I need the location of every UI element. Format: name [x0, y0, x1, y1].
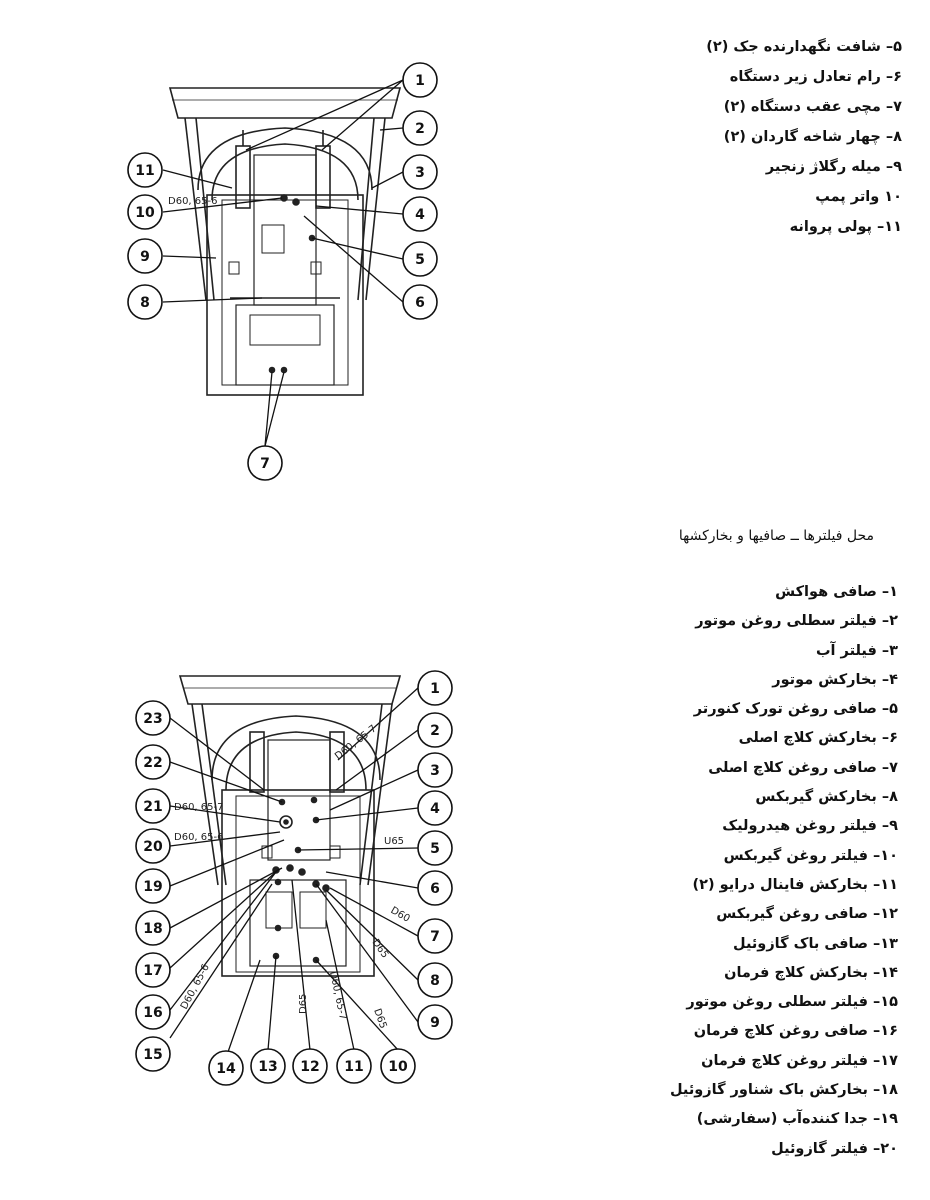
legend-item: ۹– میله رگلاژ زنجیر [765, 159, 902, 175]
top-callout-10 [128, 195, 162, 229]
legend-item: ۱۴– بخارکش کلاچ فرمان [724, 964, 898, 981]
bottom-code-label-3: D60, 65-6 [174, 832, 224, 843]
bottom-code-label-4: U65 [384, 836, 405, 847]
legend-item: ۱– صافی هواکش [775, 584, 898, 600]
svg-text:8: 8 [140, 295, 150, 311]
legend-item: ۲– فیلتر سطلی روغن موتور [695, 613, 898, 630]
legend-item: ۷– مچی عقب دستگاه (۲) [723, 99, 902, 115]
bottom-callout-8 [418, 963, 452, 997]
bottom-code-label-5: D60 [388, 905, 412, 925]
svg-text:6: 6 [430, 881, 440, 897]
legend-item: ۵– صافی روغن تورک کنورتر [693, 701, 898, 718]
svg-text:5: 5 [430, 841, 440, 857]
svg-text:22: 22 [143, 755, 163, 771]
svg-text:10: 10 [388, 1059, 408, 1075]
legend-item: ۱۱– پولی پروانه [789, 219, 902, 235]
svg-text:15: 15 [143, 1047, 163, 1063]
legend-item: ۹– فیلتر روغن هیدرولیک [722, 818, 898, 835]
bottom-code-label-1: D60, 65-7 [333, 723, 379, 763]
legend-item: ۸– بخارکش گیربکس [755, 789, 898, 806]
bottom-callout-11 [337, 1049, 371, 1083]
svg-text:16: 16 [143, 1005, 163, 1021]
bottom-callout-9 [418, 1005, 452, 1039]
svg-text:23: 23 [143, 711, 163, 727]
legend-item: ۱۶– صافی روغن کلاچ فرمان [693, 1023, 898, 1040]
bottom-code-label-2: D60, 65-7 [174, 802, 224, 813]
bottom-legend [628, 578, 898, 1164]
svg-text:5: 5 [415, 252, 425, 268]
svg-text:1: 1 [415, 73, 425, 89]
svg-text:3: 3 [415, 165, 425, 181]
bottom-code-label-10: D65 [371, 1007, 389, 1031]
bottom-callout-18 [136, 911, 170, 945]
bottom-callout-2 [418, 713, 452, 747]
legend-item: ۵– شافت نگهدارنده جک (۲) [706, 39, 902, 55]
svg-text:4: 4 [430, 801, 440, 817]
svg-text:1: 1 [430, 681, 440, 697]
svg-text:20: 20 [143, 839, 163, 855]
svg-text:17: 17 [143, 963, 163, 979]
svg-text:9: 9 [430, 1015, 440, 1031]
bottom-callout-23 [136, 701, 170, 735]
tractor-underside-drawing-top [170, 88, 400, 395]
svg-text:9: 9 [140, 249, 150, 265]
bottom-callout-14 [209, 1051, 243, 1085]
legend-item: ۱۵– فیلتر سطلی روغن موتور [686, 994, 898, 1011]
bottom-callout-12 [293, 1049, 327, 1083]
bottom-code-label-9: D60, 65-7 [327, 970, 349, 1022]
top-callout-4 [403, 197, 437, 231]
legend-item: ۶– رام تعادل زیر دستگاه [729, 69, 902, 85]
legend-item: ۱۹– جدا کننده‌آب (سفارشی) [696, 1111, 898, 1128]
bottom-callout-21 [136, 789, 170, 823]
bottom-callout-7 [418, 919, 452, 953]
svg-text:19: 19 [143, 879, 163, 895]
svg-text:2: 2 [430, 723, 440, 739]
bottom-callout-19 [136, 869, 170, 903]
top-tractor-diagram [0, 0, 470, 500]
bottom-callout-4 [418, 791, 452, 825]
bottom-callout-22 [136, 745, 170, 779]
svg-text:10: 10 [135, 205, 155, 221]
top-callout-5 [403, 242, 437, 276]
bottom-code-label-7: D60, 65-6 [178, 962, 212, 1012]
bottom-callout-16 [136, 995, 170, 1029]
bottom-callout-13 [251, 1049, 285, 1083]
svg-text:18: 18 [143, 921, 163, 937]
svg-text:11: 11 [135, 163, 155, 179]
legend-item: ۱۲– صافی روغن گیربکس [716, 906, 898, 923]
svg-text:7: 7 [430, 929, 440, 945]
svg-text:21: 21 [143, 799, 163, 815]
top-callout-6 [403, 285, 437, 319]
svg-text:2: 2 [415, 121, 425, 137]
bottom-tractor-diagram [0, 620, 470, 1090]
legend-item: ۱۸– بخارکش باک شناور گازوئیل [669, 1082, 898, 1099]
bottom-callout-6 [418, 871, 452, 905]
top-callout-8 [128, 285, 162, 319]
legend-item: ۶– بخارکش کلاچ اصلی [738, 730, 898, 747]
svg-text:13: 13 [258, 1059, 278, 1075]
svg-text:4: 4 [415, 207, 425, 223]
svg-text:11: 11 [344, 1059, 364, 1075]
legend-item: ۱۱– بخارکش فاینال درایو (۲) [692, 876, 898, 893]
legend-item: ۳– فیلتر آب [815, 642, 898, 659]
svg-text:7: 7 [260, 456, 270, 472]
top-leader-lines [163, 80, 403, 446]
bottom-callout-5 [418, 831, 452, 865]
bottom-code-label-8: D65 [298, 993, 309, 1014]
top-callout-9 [128, 239, 162, 273]
bottom-callout-1 [418, 671, 452, 705]
legend-item: ۱۰– فیلتر روغن گیربکس [723, 847, 898, 864]
legend-item: ۱۷– فیلتر روغن کلاچ فرمان [701, 1052, 898, 1069]
svg-text:3: 3 [430, 763, 440, 779]
top-legend [642, 32, 902, 242]
top-callout-3 [403, 155, 437, 189]
bottom-code-label-6: D65 [369, 937, 391, 961]
svg-text:12: 12 [300, 1059, 320, 1075]
section-heading: محل فیلترها ــ صافیها و بخارکشها [678, 528, 874, 544]
legend-item: ۷– صافی روغن کلاچ اصلی [708, 759, 898, 776]
top-code-label-1: D60, 65-6 [168, 196, 218, 207]
bottom-callout-3 [418, 753, 452, 787]
legend-item: ۱۳– صافی باک گازوئیل [733, 935, 898, 952]
legend-item: ۱۰ واتر پمپ [815, 189, 902, 205]
bottom-callout-20 [136, 829, 170, 863]
legend-item: ۴– بخارکش موتور [772, 671, 898, 688]
top-callout-7 [248, 446, 282, 480]
svg-text:6: 6 [415, 295, 425, 311]
legend-item: ۸– چهار شاخه گاردان (۲) [723, 129, 902, 145]
svg-text:8: 8 [430, 973, 440, 989]
legend-item: ۲۰– فیلتر گازوئیل [771, 1140, 898, 1157]
top-callout-2 [403, 111, 437, 145]
top-callout-11 [128, 153, 162, 187]
bottom-callout-10 [381, 1049, 415, 1083]
svg-text:14: 14 [216, 1061, 236, 1077]
top-callout-1 [403, 63, 437, 97]
bottom-callout-17 [136, 953, 170, 987]
bottom-callout-15 [136, 1037, 170, 1071]
